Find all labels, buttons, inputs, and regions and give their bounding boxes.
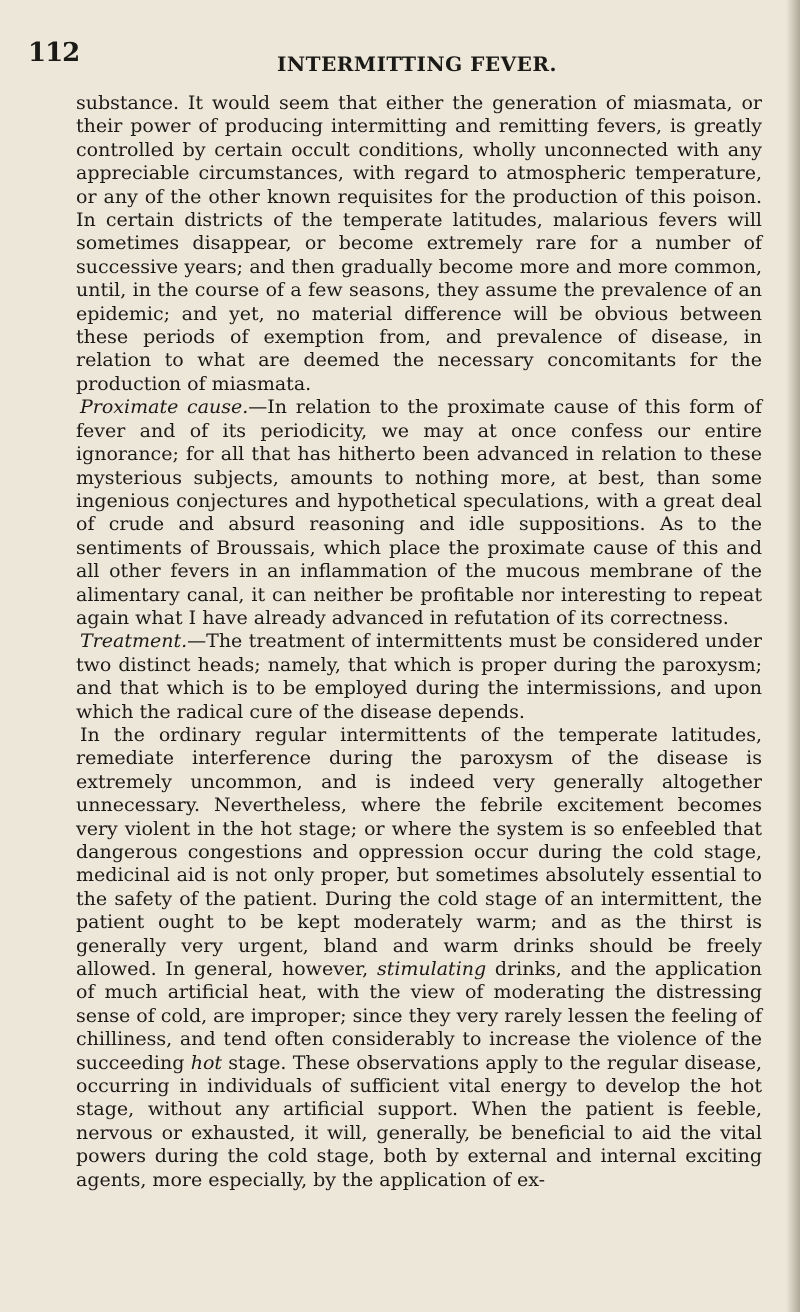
page-header [28,38,762,86]
body-text [76,92,762,1192]
paragraph-regular-intermittents [76,724,762,1192]
paragraph-proximate-cause [76,396,762,630]
page-edge-shadow [786,0,800,1312]
paragraph-text: substance. It would seem that either the generation of miasmata, or their power of producing intermitting and remitting fevers, is greatly controlled by certain occult conditions, wholly unconnected with any appreciable circumstances, with regard to atmospheric temperature, or any of the other known requisites for the production of this poison. In certain districts of the temperate latitudes, malarious fevers will sometimes disappear, or become extremely rare for a number of successive years; and then gradually become more and more common, until, in the course of a few seasons, they assume the prevalence of an epidemic; and yet, no material difference will be obvious between these periods of exemption from, and prevalence of disease, in relation to what are deemed the necessary concomitants for the production of miasmata. [76,92,762,395]
emphasis-hot: hot [190,1051,223,1074]
paragraph-text: —The treatment of intermittents must be considered under two distinct heads; namely, that which is proper during the paroxysm; and that which is to be employed during the intermissions, and upon which the radical cure of the disease depends. [76,630,762,723]
running-title: INTERMITTING FEVER. [277,52,557,76]
paragraph-text: stage. These observations apply to the regular disease, occurring in individuals of sufficient vital energy to develop the hot stage, without any artificial support. When the patient is feeble, nervous or exhausted, it will, generally, be beneficial to aid the vital powers during the cold stage, both by external and internal exciting agents, more especially, by the application of ex- [76,1051,763,1191]
paragraph-text: drinks, and the application of much artificial heat, with the view of moderating the distressing sense of cold, are improper; since they very rarely lessen the feeling of chilliness, and tend often considerably to increase the violence of the succeeding [76,958,762,1074]
paragraph-text: —In relation to the proximate cause of this form of fever and of its periodicity, we may at once confess our entire ignorance; for all that has hitherto been advanced in relation to these mysterious subjects, amounts to nothing more, at best, than some ingenious conjectures and hypothetical speculations, with a great deal of crude and absurd reasoning and idle suppositions. As to the sentiments of Broussais, which place the proximate cause of this and all other fevers in an inflammation of the mucous membrane of the alimentary canal, it can neither be profitable nor interesting to repeat again what I have already advanced in refutation of its correctness. [76,396,762,629]
emphasis-stimulating: stimulating [376,958,487,981]
paragraph-text: In the ordinary regular intermittents of the temperate latitudes, remediate interference during the paroxysm of the disease is extremely uncommon, and is indeed very generally altogether unnecessary. Nevertheless, where the febrile excitement becomes very violent in the hot stage; or where the system is so enfeebled that dangerous congestions and oppression occur during the cold stage, medicinal aid is not only proper, but sometimes absolutely essential to the safety of the patient. During the cold stage of an intermittent, the patient ought to be kept moderately warm; and as the thirst is generally very urgent, bland and warm drinks should be freely allowed. In general, however, [76,723,762,981]
paragraph-miasmata [76,92,762,396]
section-lead-treatment: Treatment. [80,630,188,653]
paragraph-treatment [76,630,762,724]
section-lead-proximate-cause: Proximate cause. [80,396,249,419]
page-number: 112 [28,38,80,68]
